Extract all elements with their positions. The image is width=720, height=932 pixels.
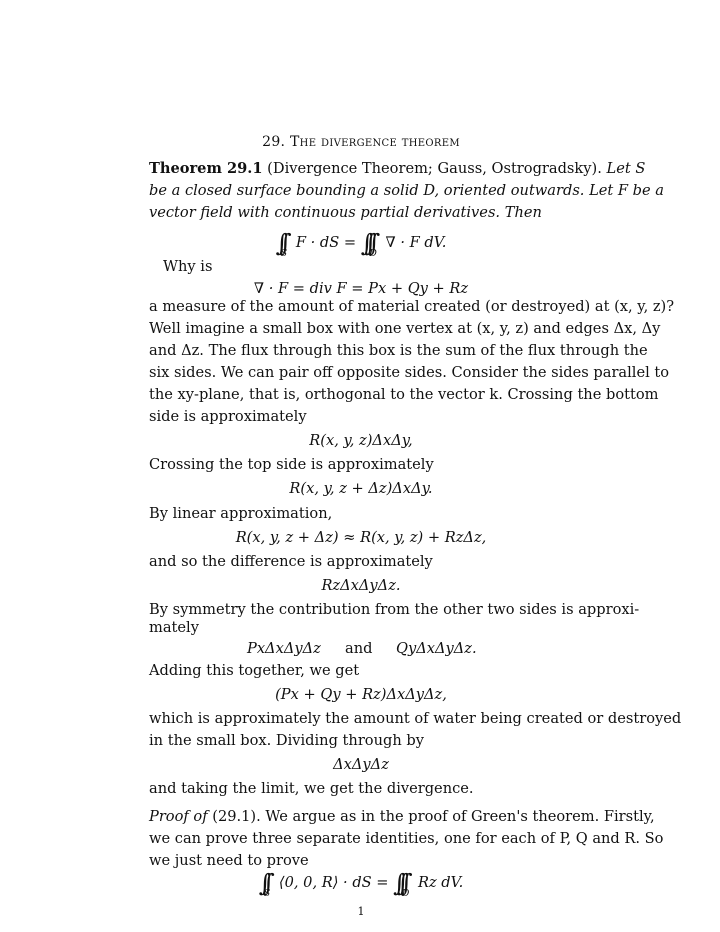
text-top-side: Crossing the top side is approximately <box>149 456 434 473</box>
equation-divide: ΔxΔyΔz <box>333 756 389 773</box>
triple-integral-symbol: ∫∫∫ <box>360 229 372 257</box>
equation-symmetry-left: PxΔxΔyΔz <box>247 640 321 657</box>
text-limit: and taking the limit, we get the divergence. <box>149 780 474 797</box>
text-adding: Adding this together, we get <box>149 662 360 679</box>
equation-symmetry-and: and <box>345 640 373 657</box>
proof-triple-integral-symbol: ∫∫∫ <box>393 869 404 897</box>
proof-double-integral-symbol: ∫∫ <box>258 869 266 897</box>
proof-line-3: we just need to prove <box>149 852 309 869</box>
theorem-attribution: (Divergence Theorem; Gauss, Ostrogradsky). <box>267 160 602 177</box>
text-linear-approx: By linear approximation, <box>149 505 333 522</box>
paragraph-2-line-1: which is approximately the amount of water being created or destroyed <box>149 710 682 727</box>
text-symmetry-line-1: By symmetry the contribution from the other two sides is approxi- <box>149 601 640 618</box>
page-number: 1 <box>357 905 365 918</box>
surface-subscript: S <box>280 248 288 259</box>
text-symmetry-line-2: mately <box>149 619 199 636</box>
equation-linear-approx: R(x, y, z + Δz) ≈ R(x, y, z) + RzΔz, <box>235 529 487 546</box>
theorem-line-1-tail: Let S <box>606 160 646 177</box>
proof-label: Proof of <box>149 808 208 825</box>
why-intro: Why is <box>163 258 213 275</box>
equation-symmetry-right: QyΔxΔyΔz. <box>396 640 477 657</box>
theorem-equation-lhs: F · dS = <box>295 234 357 251</box>
paragraph-1-line-3: and Δz. The flux through this box is the sum of the flux through the <box>149 342 648 359</box>
paragraph-1-line-2: Well imagine a small box with one vertex at (x, y, z) and edges Δx, Δy <box>149 320 661 337</box>
paragraph-1-line-4: six sides. We can pair off opposite sides. Consider the sides parallel to <box>149 364 670 381</box>
text-difference: and so the difference is approximately <box>149 553 433 570</box>
proof-line-1 <box>149 808 655 826</box>
paragraph-1-line-5: the xy-plane, that is, orthogonal to the vector k. Crossing the bottom <box>149 386 659 403</box>
paragraph-1-line-1: a measure of the amount of material created (or destroyed) at (x, y, z)? <box>149 298 675 315</box>
divergence-equation: ∇ · F = div F = Px + Qy + Rz <box>253 280 469 297</box>
equation-sum: (Px + Qy + Rz)ΔxΔyΔz, <box>275 686 447 703</box>
theorem-line-2: be a closed surface bounding a solid D, oriented outwards. Let F be a <box>149 182 664 199</box>
solid-subscript: D <box>369 248 377 259</box>
paragraph-2-line-2: in the small box. Dividing through by <box>149 732 424 749</box>
proof-equation-rhs: Rz dV. <box>417 874 464 891</box>
proof-line-2: we can prove three separate identities, one for each of P, Q and R. So <box>149 830 664 847</box>
theorem-label: Theorem 29.1 <box>149 160 263 177</box>
theorem-equation-rhs: ∇ · F dV. <box>385 234 447 251</box>
paragraph-1-line-6: side is approximately <box>149 408 307 425</box>
proof-solid-subscript: D <box>401 888 410 899</box>
proof-equation <box>149 869 573 903</box>
equation-difference: RzΔxΔyΔz. <box>321 577 401 594</box>
double-integral-symbol: ∫∫ <box>275 229 283 257</box>
proof-line-1-tail: (29.1). We argue as in the proof of Green's theorem. Firstly, <box>212 808 655 825</box>
theorem-line-3: vector field with continuous partial derivatives. Then <box>149 204 542 221</box>
proof-equation-lhs: ⟨0, 0, R⟩ · dS = <box>278 874 389 891</box>
equation-bottom-side: R(x, y, z)ΔxΔy, <box>309 432 413 449</box>
equation-top-side: R(x, y, z + Δz)ΔxΔy. <box>289 480 433 497</box>
proof-surface-subscript: S <box>263 888 271 899</box>
theorem-line-1 <box>149 160 646 178</box>
page-title: 29. The divergence theorem <box>262 134 460 150</box>
